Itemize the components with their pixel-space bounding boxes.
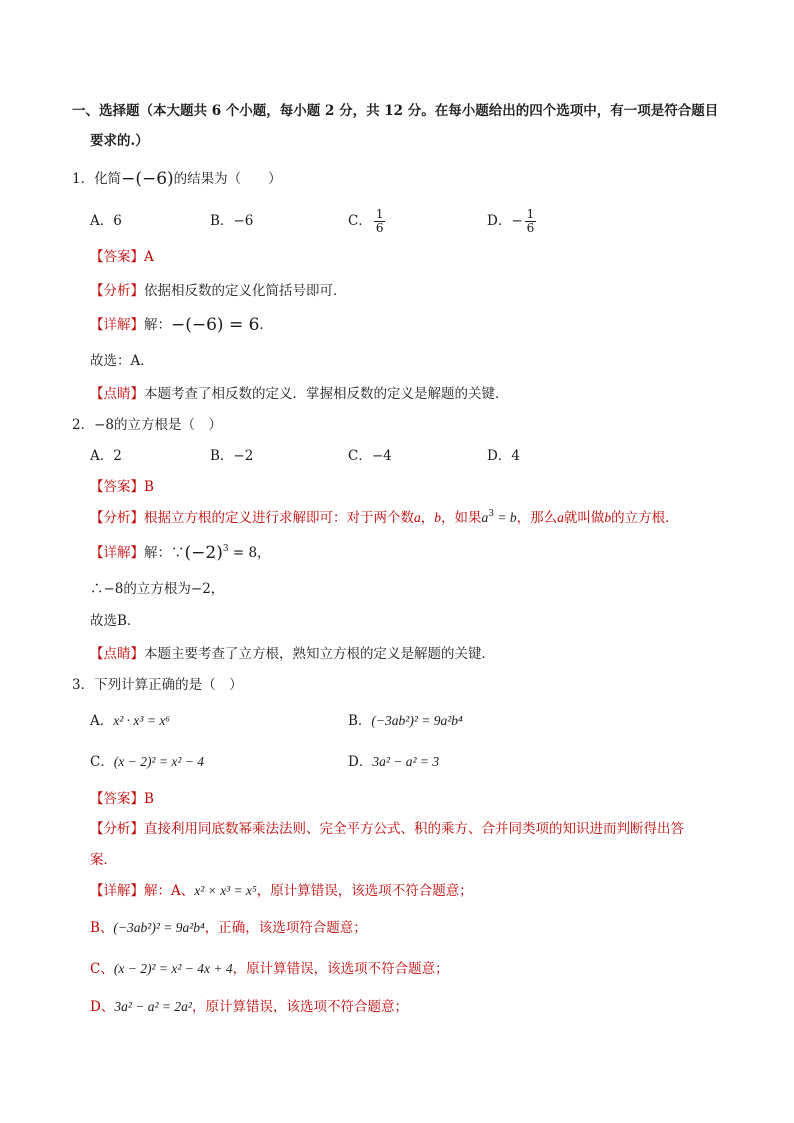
q1-option-d-fraction: $\frac{1}{6}$	[526, 207, 535, 235]
section-heading-line2: 要求的.）	[90, 133, 149, 149]
q1-option-c: C． $\frac{1}{6}$	[348, 207, 384, 235]
q2-option-b: B．−2	[210, 448, 254, 464]
q3-answer: 【答案】B	[90, 791, 154, 807]
q3-option-a: A．x² · x³ = x⁶	[90, 713, 170, 729]
q3-option-c: C．(x − 2)² = x² − 4	[90, 754, 204, 770]
q2-detail: 【详解】解：$\because(-2)^3 = 8$，	[90, 543, 271, 563]
q2-pick: 故选B．	[90, 613, 141, 629]
q1-option-c-fraction: $\frac{1}{6}$	[375, 207, 384, 235]
q3-detail-c: C、(x − 2)² = x² − 4x + 4，原计算错误，该选项不符合题意；	[90, 961, 449, 977]
q3-option-b: B．(−3ab²)² = 9a²b⁴	[348, 713, 463, 729]
q2-step-2: ∴−8的立方根为−2，	[90, 581, 225, 597]
q3-detail-a: 【详解】解：A、x² × x³ = x⁵，原计算错误，该选项不符合题意；	[90, 883, 473, 899]
q1-stem-math: −(−6)	[121, 169, 174, 189]
q2-analysis: 【分析】根据立方根的定义进行求解即可：对于两个数a，b，如果$a^3 = b$，那么a就叫做b的立方根．	[90, 509, 679, 526]
q1-option-b: B．−6	[210, 213, 254, 229]
q2-option-c: C．−4	[348, 448, 392, 464]
q3-analysis-line1: 【分析】直接利用同底数幂乘法法则、完全平方公式、积的乘方、合并同类项的知识进而判断得出答	[90, 821, 684, 837]
q1-number: 1．	[72, 171, 95, 187]
q3-analysis-line2: 案．	[90, 852, 117, 868]
q1-answer: 【答案】A	[90, 249, 154, 265]
q3-stem: 3．下列计算正确的是（ ）	[72, 677, 243, 693]
q1-pick: 故选：A．	[90, 353, 154, 369]
q1-note: 【点睛】本题考查了相反数的定义．掌握相反数的定义是解题的关键．	[90, 386, 509, 402]
q1-stem-post: 的结果为（ ）	[173, 171, 282, 187]
q1-stem-pre: 化简	[94, 171, 122, 187]
q3-detail-b: B、(−3ab²)² = 9a²b⁴，正确，该选项符合题意；	[90, 920, 367, 936]
q2-option-a: A．2	[90, 448, 122, 464]
q2-note: 【点睛】本题主要考查了立方根，熟知立方根的定义是解题的关键．	[90, 646, 495, 662]
q1-option-a: A．6	[90, 213, 122, 229]
q1-detail: 【详解】解：−(−6) = 6．	[90, 315, 273, 335]
q2-answer: 【答案】B	[90, 479, 154, 495]
q1-stem	[72, 170, 282, 188]
q3-detail-d: D、3a² − a² = 2a²，原计算错误，该选项不符合题意；	[90, 999, 408, 1015]
q1-option-d: D．− $\frac{1}{6}$	[487, 207, 535, 235]
q2-stem: 2．−8的立方根是（ ）	[72, 417, 222, 433]
section-heading-line1: 一、选择题（本大题共 6 个小题，每小题 2 分，共 12 分。在每小题给出的四个选项中，有一项是符合题目	[72, 103, 719, 119]
q2-option-d: D．4	[487, 448, 520, 464]
q3-option-d: D．3a² − a² = 3	[348, 754, 440, 770]
q1-analysis: 【分析】依据相反数的定义化简括号即可．	[90, 283, 347, 299]
